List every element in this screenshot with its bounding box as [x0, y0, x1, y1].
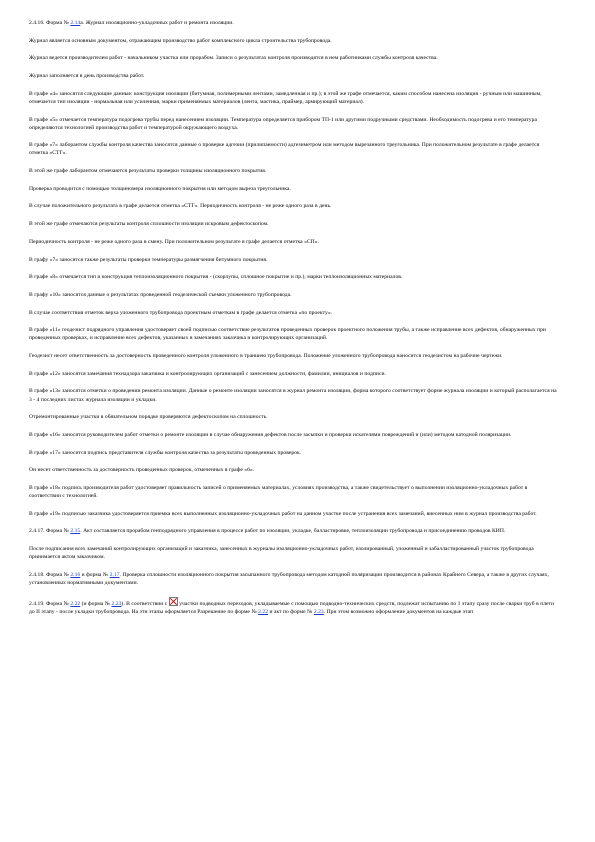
paragraph-text: . При этом возможно оформление документов на каждые этап — [323, 608, 474, 615]
paragraph-text: Журнал ведется производителем работ - начальником участка или прорабом. Записи о результатах контроля производятся в нем работниками службы контроля качества. — [29, 55, 438, 62]
paragraph-text: В графе «12» заносятся замечания технадзора заказчика и контролирующих организаций с занесением должности, фамилии, инициалов и подписи. — [29, 370, 386, 377]
paragraph — [29, 90, 559, 106]
paragraph — [29, 484, 559, 500]
paragraph — [29, 72, 559, 80]
paragraph-text: В графе «13» заносятся отметки о проведении ремонта изоляции. Данные о ремонте изоляции заносятся в журнал ремонта изоляции, форма которого соответствует форме журнала изоляции и который располагается на 3 - 4 последних листах журнала изоляции и укладки. — [29, 388, 557, 403]
paragraph-text: В случае соответствия отметок верха уложенного трубопровода проектным отметкам в графе делается отметка «по проекту». — [29, 309, 333, 316]
paragraph-text: В графе «18» подпись производителя работ удостоверяет правильность записей о применяемых материалах, условиях производства, а также свидетельствует о выполнении изоляционно-укладочных работ в соответствии с технологией. — [29, 484, 528, 500]
form-link[interactable]: 2.22 — [70, 600, 81, 607]
paragraph — [29, 202, 559, 210]
form-link[interactable]: 2.22 — [258, 608, 269, 615]
paragraph-text: а. Журнал изоляционно-укладочных работ и ремонта изоляции. — [80, 20, 234, 26]
form-link[interactable]: 2.23 — [313, 608, 324, 615]
paragraph-text: . Акт составляется прорабом генподрядного управления в процессе работ по изоляции, укладке, балластировке, теплоизоляции трубопровода и присоединению проводов КИП. — [80, 528, 506, 535]
paragraph-text: Журнал заполняется в день производства работ. — [29, 73, 145, 80]
paragraph — [29, 291, 559, 299]
paragraph-text: В графе «4» заносятся следующие данные: конструкция изоляции (битумная, полимерными лентами, замедленная и пр.); в этой же графе отмечается, каким способом нанесена изоляция - ручным или машинным, отмечается тип изоляции - нормальная или усиленная, марки применяемых материалов (лента, мастика, праймер, армирующий материал). — [29, 90, 542, 105]
paragraph — [29, 54, 559, 62]
paragraph-text: В этой же графе лаборантом отмечаются результаты проверки толщины изоляционного покрытия. — [29, 168, 267, 175]
paragraph-text: . Проверка сплошности изоляционного покрытия засыпанного трубопровода методом катодной поляризации производится в районах Крайнего Севера, а также в других случаях, установленных нормативными документами. — [29, 571, 549, 586]
paragraph-text: 2.4.18. Форма № — [29, 571, 71, 578]
paragraph-text: участки подводных переходов, укладываемые с помощью подводно-технических средств, подлежат испытанию по 1 этапу сразу после сварки труб в плети до II этапу - после укладки трубопровода. На эти этапы оформляется Разрешение по форме № — [29, 600, 555, 615]
paragraph — [29, 352, 559, 360]
paragraph — [29, 466, 559, 474]
paragraph — [29, 19, 559, 27]
paragraph-text: Периодичность контроля - не реже одного раза в смену. При положительном результате в графе делается отметка «СП». — [29, 238, 319, 245]
paragraph-text: и форма № — [80, 571, 110, 578]
form-link[interactable]: 2.14 — [70, 20, 81, 26]
paragraph-text: (и форма № — [80, 600, 112, 607]
paragraph — [29, 527, 559, 535]
paragraph — [29, 273, 559, 281]
paragraph-text: В случае положительного результата в графе делается отметка «СТГ». Периодичность контроля - не реже одного раза в день. — [29, 203, 332, 210]
paragraph — [29, 545, 559, 561]
paragraph-text: ). В соответствии с — [121, 600, 169, 607]
paragraph — [29, 413, 559, 421]
paragraph — [29, 256, 559, 264]
paragraph-text: Геодезист несет ответственность за достоверность проведенного контроля уложенного в траншею трубопровода. Положение уложенного трубопровода наносится геодезистом на рабочие чертежи. — [29, 353, 503, 360]
paragraph-text: В графе «19» подписью заказчика удостоверяется приемка всех выполненных изоляционно-укладочных работ на данном участке после устранения всех замечаний, внесенных ним в журнал производства работ. — [29, 510, 537, 517]
paragraph — [29, 167, 559, 175]
paragraph-text: В графе «11» геодезист подрядного управления удостоверяет своей подписью соответствие результатов проведенных проверок проектного положения трубы, а также исправление всех дефектов, обнаруженных при проведенных проверках, и исправление всех дефектов, указанных в замечаниях заказчика и контролирующих организаций. — [29, 327, 546, 342]
paragraph — [29, 220, 559, 228]
form-link[interactable]: 2.23 — [111, 600, 122, 607]
paragraph-text: В графу «10» заносятся данные о результатах проведенной геодезической съемки уложенного трубопровода. — [29, 291, 292, 298]
paragraph — [29, 309, 559, 317]
paragraph — [29, 387, 559, 403]
paragraph-text: После подписания всех замечаний контролирующих организаций и заказчика, занесенных в журналы изоляционно-укладочных работ, изолированный, уложенный и забалластированный участок трубопровода принимается актом заказчиком. — [29, 546, 534, 561]
paragraph — [29, 370, 559, 378]
paragraph-text: В графу «7» заносятся также результаты проверки температуры размягчения битумного покрытия. — [29, 256, 268, 263]
document-body — [29, 19, 559, 625]
paragraph-text: 2.4.17. Форма № — [29, 528, 71, 535]
broken-image-icon — [169, 597, 178, 606]
paragraph-text: Он несет ответственность за достоверность проведенных проверок, отмеченных в графе «6». — [29, 467, 255, 474]
form-link[interactable]: 2.16 — [70, 571, 81, 578]
paragraph — [29, 510, 559, 518]
paragraph — [29, 449, 559, 457]
paragraph — [29, 597, 559, 616]
paragraph-text: В графе «17» заносится подпись представителя службы контроля качества за результаты проведенных проверок. — [29, 449, 302, 456]
paragraph-text: В этой же графе отмечаются результаты контроля сплошности изоляции искровым дефектоскопом. — [29, 221, 269, 228]
paragraph-text: Журнал является основным документом, отражающим производство работ комплексного цикла строительства трубопровода. — [29, 37, 332, 44]
paragraph-text: 2.4.16. Форма № — [29, 20, 71, 26]
paragraph-text: В графе «7» лаборантом службы контроля качества заносятся данные о проверке адгезии (прилипаемости) адгезиметром или методом вырезанного треугольника. При положительном результате в графе делается отметка «СТГ». — [29, 142, 540, 157]
form-link[interactable]: 2.17 — [109, 571, 120, 578]
paragraph — [29, 116, 559, 132]
form-link[interactable]: 2.15 — [70, 528, 81, 535]
paragraph-text: В графе «16» заносятся руководителем работ отметки о ремонте изоляции в случае обнаружения дефектов после засыпки и проверки искателями повреждений и (или) методом катодной поляризации. — [29, 431, 512, 438]
paragraph-text: Проверка проводится с помощью толщиномера изоляционного покрытия или методом выреза треугольника. — [29, 185, 291, 192]
paragraph-text: 2.4.19. Форма № — [29, 600, 71, 607]
paragraph — [29, 571, 559, 587]
paragraph-text: В графе «8» отмечается тип и конструкция теплоизоляционного покрытия - (скорлупы, сплошное покрытие и пр.), марки теплоизоляционных материалов. — [29, 274, 403, 281]
paragraph-text: В графе «5» отмечается температура подогрева трубы перед нанесением изоляции. Температура определяется прибором ТП-1 или другими подручными средствами. Необходимость подогрева и его температура определяются технологией производства работ и температурой окружающего воздуха. — [29, 116, 537, 131]
paragraph — [29, 141, 559, 157]
paragraph — [29, 37, 559, 45]
paragraph-text: и акт по форме № — [268, 608, 314, 615]
paragraph — [29, 326, 559, 342]
paragraph — [29, 185, 559, 193]
paragraph — [29, 238, 559, 246]
paragraph — [29, 431, 559, 439]
paragraph-text: Отремонтированные участки в обязательном порядке проверяются дефектоскопом на сплошность. — [29, 414, 268, 421]
